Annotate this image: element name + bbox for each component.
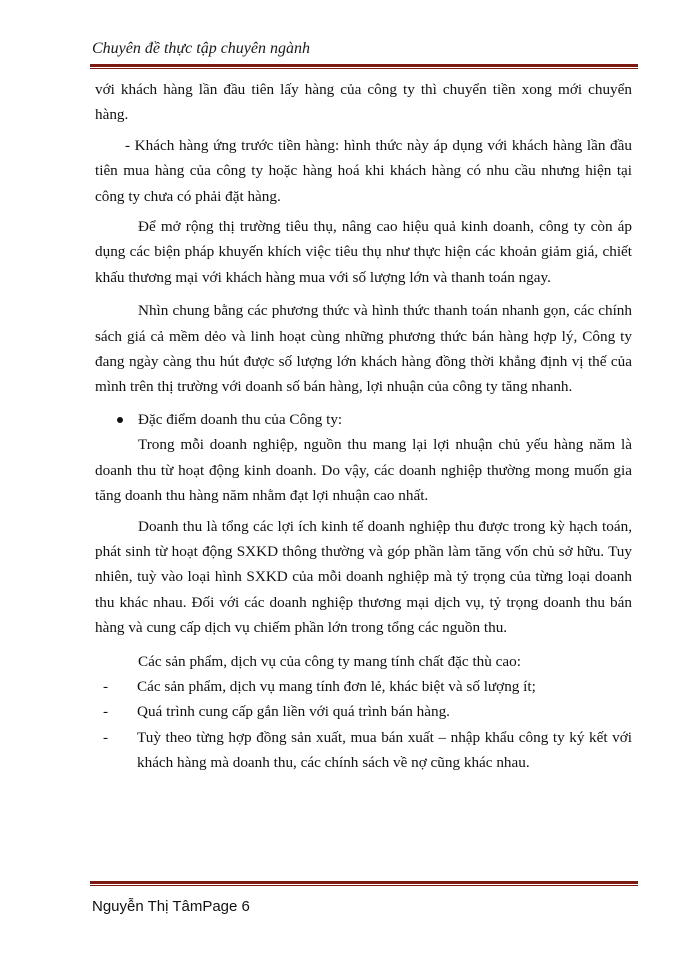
list-item [95, 674, 632, 699]
paragraph-advance-payment: - Khách hàng ứng trước tiền hàng: hình thức này áp dụng với khách hàng lần đầu tiên mua hàng của công ty hoặc hàng hoá khi khách hàng có nhu cầu nhưng hiện tại công ty chưa có phải đặt hàng. [95, 136, 632, 205]
paragraph-market-expansion: Để mở rộng thị trường tiêu thụ, nâng cao hiệu quả kinh doanh, công ty còn áp dụng các biện pháp khuyến khích việc tiêu thụ như thực hiện các khoản giảm giá, chiết khấu thương mại với khách hàng mua với số lượng lớn và thanh toán ngay. [95, 218, 632, 286]
bullet-heading-revenue [95, 407, 632, 432]
header-divider-thin [90, 68, 638, 69]
bullet-icon [117, 417, 123, 423]
list-item-text: Các sản phẩm, dịch vụ mang tính đơn lẻ, khác biệt và số lượng ít; [137, 677, 536, 695]
paragraph-revenue-definition: Doanh thu là tổng các lợi ích kinh tế doanh nghiệp thu được trong kỳ hạch toán, phát sinh từ hoạt động SXKD thông thường và góp phần làm tăng vốn chủ sở hữu. Tuy nhiên, tuỳ vào loại hình SXKD của mỗi doanh nghiệp mà tỷ trọng của từng loại doanh thu khác nhau. Đối với các doanh nghiệp thương mại dịch vụ, tỷ trọng doanh thu bán hàng và cung cấp dịch vụ chiếm phần lớn trong tổng các nguồn thu. [95, 517, 632, 637]
list-item-text: Quá trình cung cấp gắn liền với quá trình bán hàng. [137, 703, 450, 721]
paragraph-revenue-source: Trong mỗi doanh nghiệp, nguồn thu mang lại lợi nhuận chủ yếu hàng năm là doanh thu từ hoạt động kinh doanh. Do vậy, các doanh nghiệp thường mong muốn gia tăng doanh thu hàng năm nhằm đạt lợi nhuận cao nhất. [95, 436, 632, 505]
footer-divider [90, 881, 638, 884]
paragraph-continuation: với khách hàng lần đầu tiên lấy hàng của công ty thì chuyển tiền xong mới chuyển hàng. [95, 81, 632, 124]
dash-marker: - [103, 728, 109, 746]
dash-marker: - [103, 677, 109, 695]
dash-marker: - [103, 703, 109, 721]
header-divider [90, 64, 638, 67]
paragraph-product-characteristics: Các sản phẩm, dịch vụ của công ty mang tính chất đặc thù cao: [138, 652, 521, 670]
page-footer: Nguyễn Thị TâmPage 6 [92, 898, 250, 915]
page-header-title: Chuyên đề thực tập chuyên ngành [92, 40, 310, 57]
list-item [95, 699, 632, 724]
document-body [95, 77, 632, 776]
list-item [95, 725, 632, 776]
bullet-heading-text: Đặc điểm doanh thu của Công ty: [138, 410, 343, 428]
footer-divider-thin [90, 885, 638, 886]
list-item-text: Tuỳ theo từng hợp đồng sản xuất, mua bán xuất – nhập khẩu công ty ký kết với khách hàng mà doanh thu, các chính sách về nợ cũng khác nhau. [137, 728, 632, 772]
paragraph-overview: Nhìn chung bằng các phương thức và hình thức thanh toán nhanh gọn, các chính sách giá cả mềm dẻo và linh hoạt cùng những phương thức bán hàng hợp lý, Công ty đang ngày càng thu hút được số lượng lớn khách hàng đồng thời khẳng định vị thế của mình trên thị trường với doanh số bán hàng, lợi nhuận của công ty tăng nhanh. [95, 302, 632, 396]
